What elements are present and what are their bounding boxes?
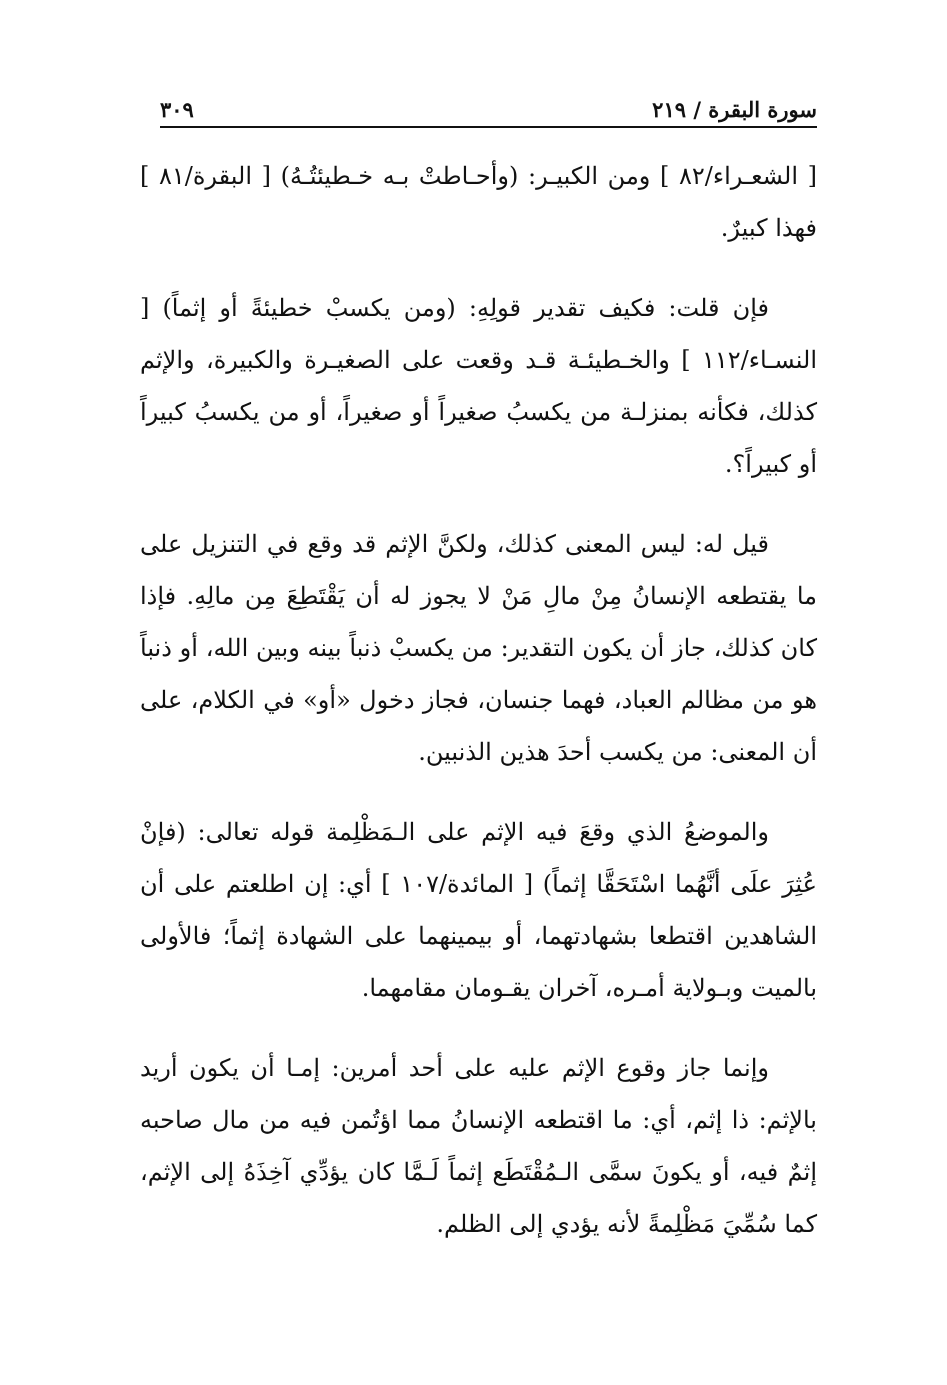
running-title: سورة البقرة / ٢١٩	[652, 96, 817, 122]
page-number: ٣٠٩	[160, 96, 194, 122]
paragraph: والموضعُ الذي وقعَ فيه الإثم على الـمَظْلِمة قوله تعالى: (فإنْ عُثِرَ علَى أنَّهُما اسْتَحَقَّا إثماً) [ المائدة/١٠٧ ] أي: إن اطلعتم على أن الشاهدين اقتطعا بشهادتهما، أو بيمينهما على الشهادة إثماً؛ فالأولى بالميت وبـولاية أمـره، آخران يقـومان مقامهما.	[140, 818, 817, 1002]
paragraph: [ الشعـراء/٨٢ ] ومن الكبيـر: (وأحـاطتْ بـه خـطيئتُـهُ) [ البقرة/٨١ ] فهذا كبيرٌ.	[140, 162, 817, 242]
paragraph: فإن قلت: فكيف تقدير قولِهِ: (ومن يكسبْ خطيئةً أو إثماً) [ النسـاء/١١٢ ] والخـطيئـة قـد وقعت على الصغيـرة والكبيرة، والإثم كذلك، فكأنه بمنزلـة من يكسبُ صغيراً أو صغيراً، أو من يكسبُ كبيراً أو كبيراً؟.	[140, 294, 817, 478]
page-header	[160, 92, 817, 128]
paragraph: وإنما جاز وقوع الإثم عليه على أحد أمرين: إمـا أن يكون أريد بالإثم: ذا إثم، أي: ما اقتطعه الإنسانُ مما اؤتُمن فيه من مال صاحبه إثمٌ فيه، أو يكونَ سمَّى الـمُقْتَطَع إثماً لَـمَّا كان يؤدِّي آخِذَهُ إلى الإثم، كما سُمِّيَ مَظْلِمةً لأنه يؤدي إلى الظلم.	[140, 1054, 817, 1238]
paragraph: قيل له: ليس المعنى كذلك، ولكنَّ الإثم قد وقع في التنزيل على ما يقتطعه الإنسانُ مِنْ مالِ مَنْ لا يجوز له أن يَقْتَطِعَ مِن مالِهِ. فإذا كان كذلك، جاز أن يكون التقدير: من يكسبْ ذنباً بينه وبين الله، أو ذنباً هو من مظالم العباد، فهما جنسان، فجاز دخول «أو» في الكلام، على أن المعنى: من يكسب أحدَ هذين الذنبين.	[140, 530, 817, 766]
body-text	[140, 150, 817, 1278]
